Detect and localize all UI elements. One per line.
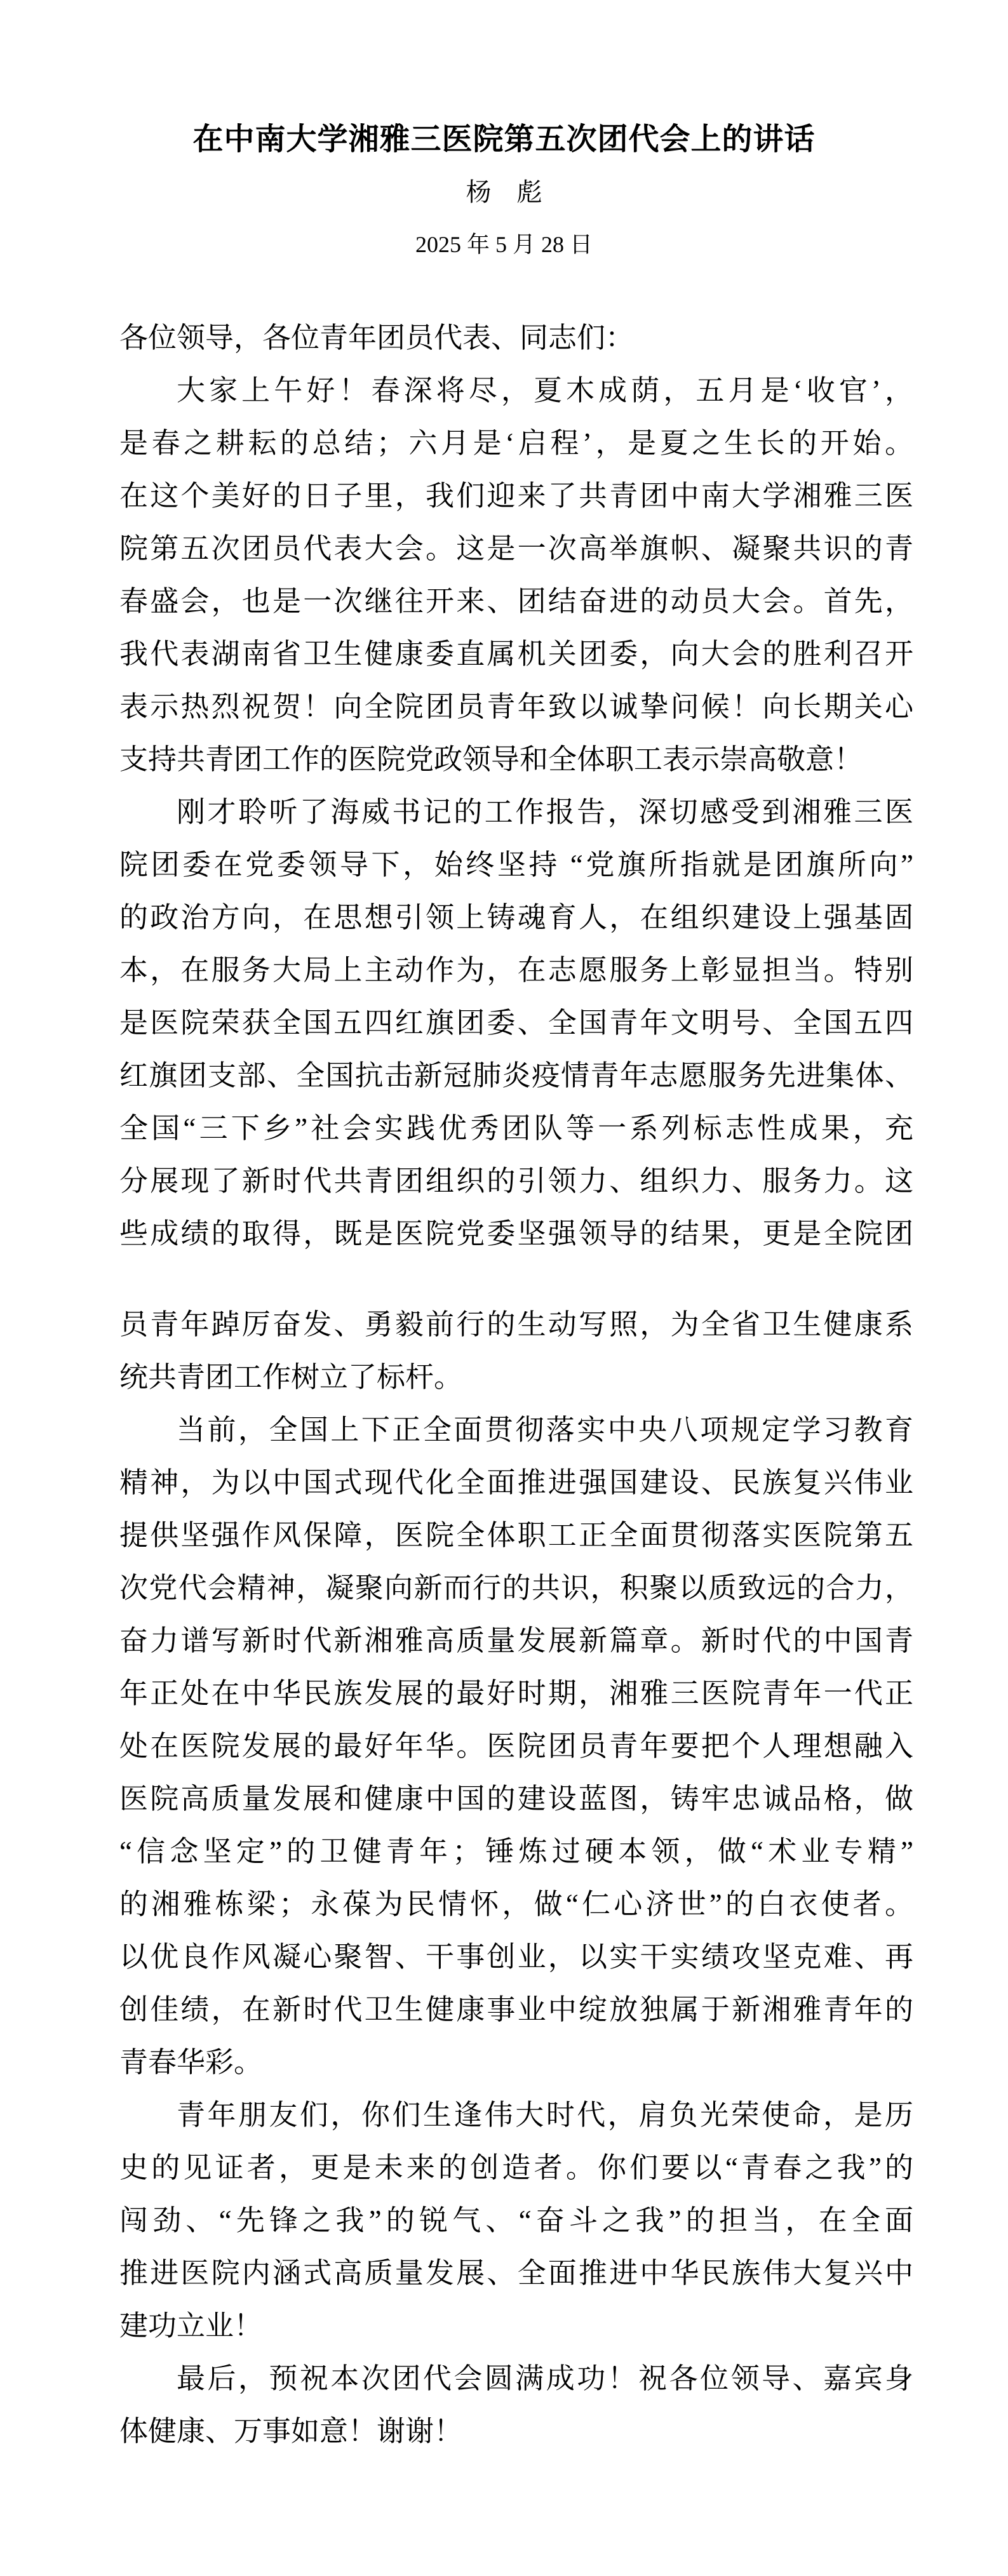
text-line: 院团委在党委领导下，始终坚持 “党旗所指就是团旗所向” [119,849,913,881]
text-line: 的政治方向，在思想引领上铸魂育人，在组织建设上强基固 [119,902,913,933]
text-line: 支持共青团工作的医院党政领导和全体职工表示崇高敬意！ [119,744,863,775]
text-line: 刚才聆听了海威书记的工作报告，深切感受到湘雅三医 [177,796,913,828]
text-line: 大家上午好！春深将尽，夏木成荫，五月是‘收官’， [177,375,913,406]
text-line: 当前，全国上下正全面贯彻落实中央八项规定学习教育 [177,1414,913,1446]
text-line: 是春之耕耘的总结；六月是‘启程’，是夏之生长的开始。 [119,427,913,459]
text-line: 红旗团支部、全国抗击新冠肺炎疫情青年志愿服务先进集体、 [119,1060,913,1091]
text-line: 表示热烈祝贺！向全院团员青年致以诚挚问候！向长期关心 [119,691,913,723]
text-line: 院第五次团员代表大会。这是一次高举旗帜、凝聚共识的青 [119,533,913,564]
paragraph [119,786,913,1260]
paragraph [119,2089,913,2352]
text-line: 全国“三下乡”社会实践优秀团队等一系列标志性成果，充 [119,1112,913,1144]
text-line: 年正处在中华民族发展的最好时期，湘雅三医院青年一代正 [119,1678,913,1709]
text-line: 我代表湖南省卫生健康委直属机关团委，向大会的胜利召开 [119,638,913,670]
text-line: 处在医院发展的最好年华。医院团员青年要把个人理想融入 [119,1730,913,1762]
text-line: 各位领导，各位青年团员代表、同志们： [119,322,635,354]
text-line: 在这个美好的日子里，我们迎来了共青团中南大学湘雅三医 [119,480,913,512]
document-author: 杨 彪 [466,178,542,206]
text-line: 青春华彩。 [119,2046,263,2078]
document-body [119,312,913,2458]
text-line: 春盛会，也是一次继往开来、团结奋进的动员大会。首先， [119,585,913,617]
text-line: “信念坚定”的卫健青年；锤炼过硬本领，做“术业专精” [119,1836,913,1867]
text-line: 分展现了新时代共青团组织的引领力、组织力、服务力。这 [119,1165,913,1197]
text-line: 闯劲、“先锋之我”的锐气、“奋斗之我”的担当，在全面 [119,2205,913,2236]
text-line: 青年朋友们，你们生逢伟大时代，肩负光荣使命，是历 [177,2099,913,2131]
text-line: 建功立业！ [119,2310,263,2342]
text-line: 推进医院内涵式高质量发展、全面推进中华民族伟大复兴中 [119,2257,913,2289]
text-line: 些成绩的取得，既是医院党委坚强领导的结果，更是全院团 [119,1218,913,1250]
paragraph [119,2352,913,2458]
text-line: 最后，预祝本次团代会圆满成功！祝各位领导、嘉宾身 [177,2363,913,2394]
text-line: 员青年踔厉奋发、勇毅前行的生动写照，为全省卫生健康系 [119,1309,913,1340]
paragraph [119,364,913,786]
text-line: 体健康、万事如意！谢谢！ [119,2415,463,2447]
text-line: 统共青团工作树立了标杆。 [119,1361,463,1393]
text-line: 的湘雅栋梁；永葆为民情怀，做“仁心济世”的白衣使者。 [119,1888,913,1920]
text-line: 提供坚强作风保障，医院全体职工正全面贯彻落实医院第五 [119,1519,913,1551]
text-line: 创佳绩，在新时代卫生健康事业中绽放独属于新湘雅青年的 [119,1994,913,2025]
document-header [0,0,1008,271]
paragraph [119,1404,913,2089]
text-line: 医院高质量发展和健康中国的建设蓝图，铸牢忠诚品格，做 [119,1783,913,1815]
text-line: 本，在服务大局上主动作为，在志愿服务上彰显担当。特别 [119,954,913,986]
text-line: 次党代会精神，凝聚向新而行的共识，积聚以质致远的合力， [119,1572,913,1604]
text-line: 奋力谱写新时代新湘雅高质量发展新篇章。新时代的中国青 [119,1625,913,1657]
paragraph [119,312,913,364]
text-line: 史的见证者，更是未来的创造者。你们要以“青春之我”的 [119,2152,913,2184]
text-line: 精神，为以中国式现代化全面推进强国建设、民族复兴伟业 [119,1467,913,1498]
document-date: 2025 年 5 月 28 日 [415,232,593,257]
paragraph [119,1298,913,1404]
text-line: 是医院荣获全国五四红旗团委、全国青年文明号、全国五四 [119,1007,913,1039]
text-line: 以优良作风凝心聚智、干事创业，以实干实绩攻坚克难、再 [119,1941,913,1973]
document-title: 在中南大学湘雅三医院第五次团代会上的讲话 [192,123,816,156]
